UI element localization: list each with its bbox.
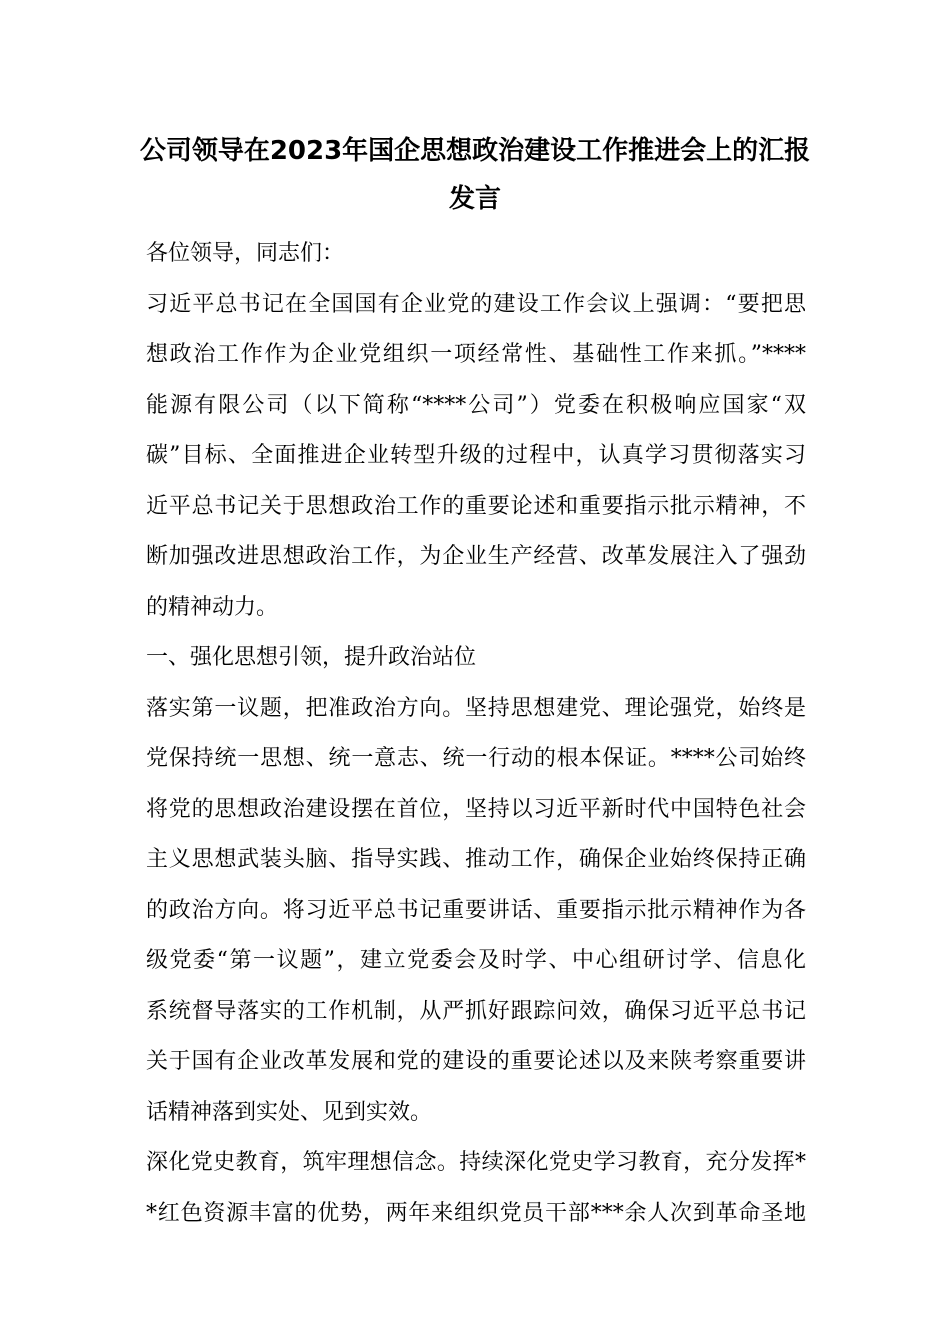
body-line: 关于国有企业改革发展和党的建设的重要论述以及来陕考察重要讲 <box>146 1049 806 1074</box>
body-line: 将党的思想政治建设摆在首位，坚持以习近平新时代中国特色社会 <box>146 797 806 822</box>
document-title-line-2: 发言 <box>448 184 501 214</box>
body-line: 近平总书记关于思想政治工作的重要论述和重要指示批示精神，不 <box>146 494 806 519</box>
body-line: 能源有限公司（以下简称“****公司”）党委在积极响应国家“双 <box>146 393 806 418</box>
body-line: 碳”目标、全面推进企业转型升级的过程中，认真学习贯彻落实习 <box>146 443 806 468</box>
body-line: 各位领导，同志们： <box>146 241 345 266</box>
body-line: 落实第一议题，把准政治方向。坚持思想建党、理论强党，始终是 <box>146 696 806 721</box>
document-title-line-1: 公司领导在2023年国企思想政治建设工作推进会上的汇报 <box>139 136 811 166</box>
body-line: *红色资源丰富的优势，两年来组织党员干部***余人次到革命圣地 <box>146 1201 806 1226</box>
body-line: 深化党史教育，筑牢理想信念。持续深化党史学习教育，充分发挥* <box>146 1150 806 1175</box>
body-line: 党保持统一思想、统一意志、统一行动的根本保证。****公司始终 <box>146 746 806 771</box>
body-line: 系统督导落实的工作机制，从严抓好跟踪问效，确保习近平总书记 <box>146 999 806 1024</box>
body-line: 话精神落到实处、见到实效。 <box>146 1100 433 1125</box>
body-line: 的精神动力。 <box>146 595 279 620</box>
body-line: 的政治方向。将习近平总书记重要讲话、重要指示批示精神作为各 <box>146 898 806 923</box>
body-line: 级党委“第一议题”，建立党委会及时学、中心组研讨学、信息化 <box>146 948 806 973</box>
body-line: 习近平总书记在全国国有企业党的建设工作会议上强调：“要把思 <box>146 292 806 317</box>
body-line: 一、强化思想引领，提升政治站位 <box>146 645 477 670</box>
body-line: 主义思想武装头脑、指导实践、推动工作，确保企业始终保持正确 <box>146 847 806 872</box>
body-line: 想政治工作作为企业党组织一项经常性、基础性工作来抓。”**** <box>146 342 806 367</box>
body-line: 断加强改进思想政治工作，为企业生产经营、改革发展注入了强劲 <box>146 544 806 569</box>
